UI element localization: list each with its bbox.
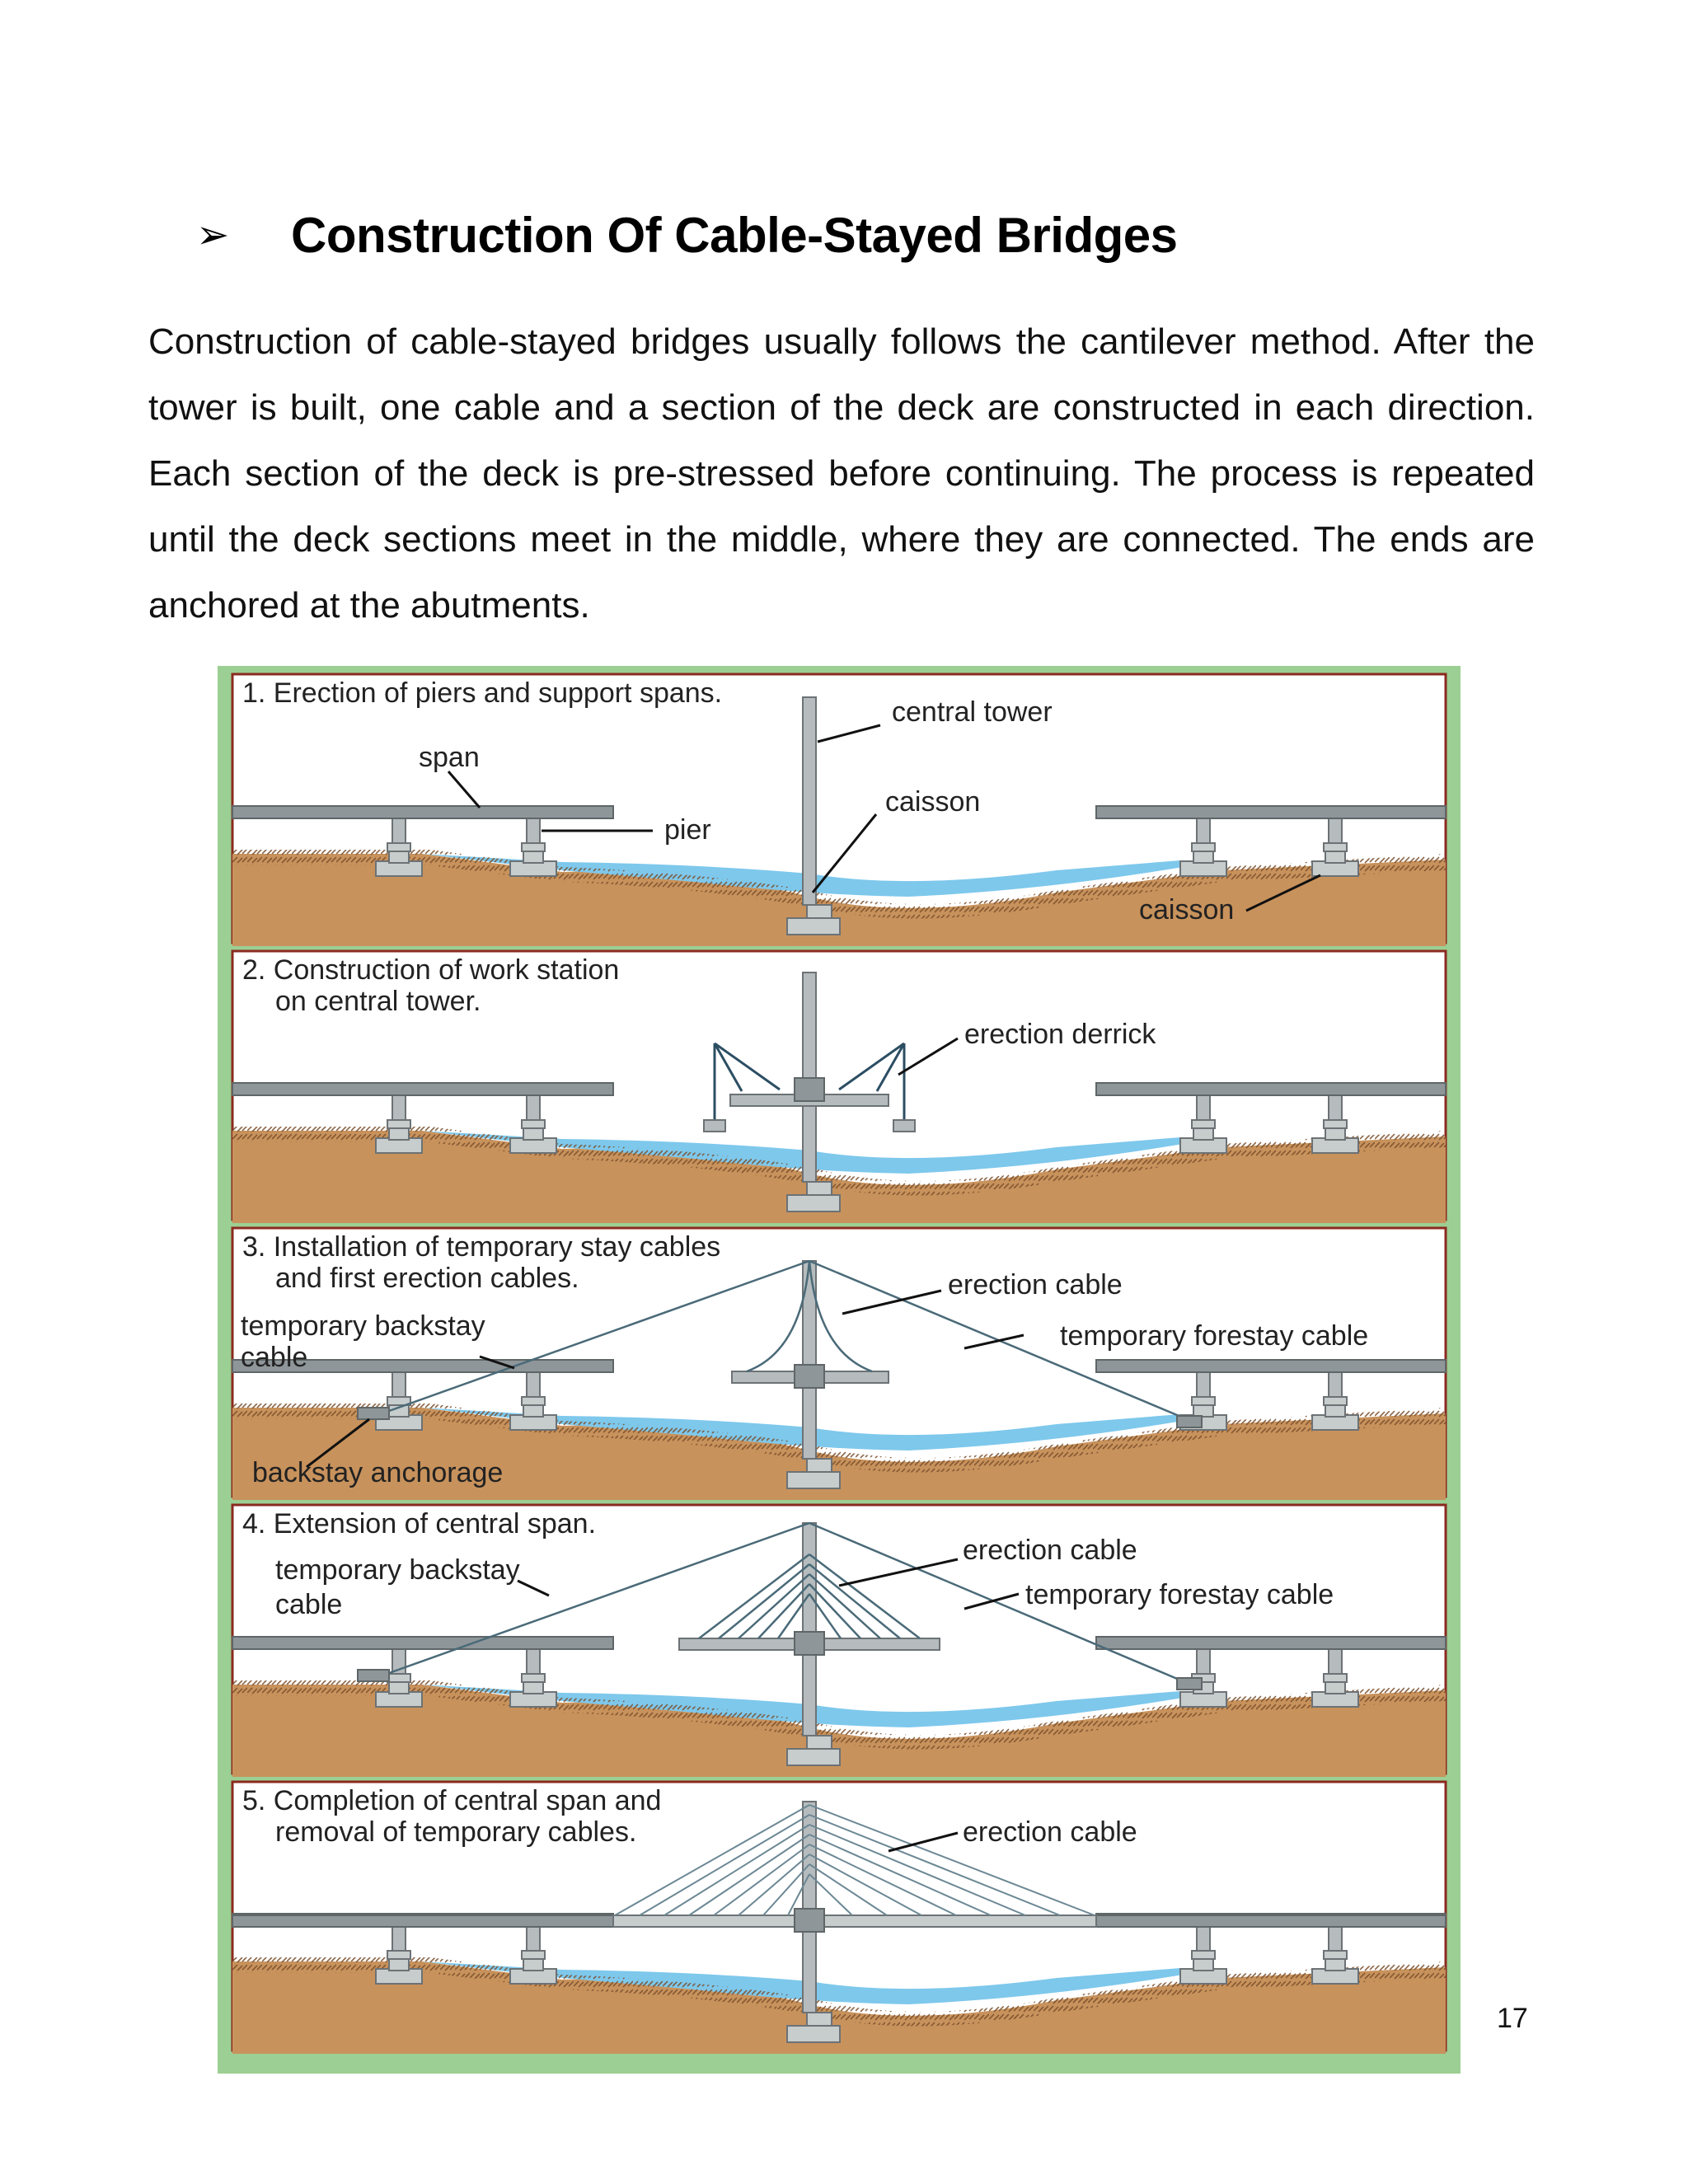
panel-5 <box>232 1782 1446 2054</box>
panel-4 <box>232 1505 1446 1777</box>
panel-5-caption-line-1: 5. Completion of central span and <box>242 1785 662 1816</box>
label-temporary-backstay-4b: cable <box>275 1589 343 1620</box>
label-caisson-2: caisson <box>1139 894 1235 926</box>
label-pier: pier <box>664 814 711 846</box>
label-span: span <box>419 742 480 773</box>
label-backstay-anchorage: backstay anchorage <box>252 1457 504 1488</box>
arrow-bullet-icon: ➢ <box>196 212 230 258</box>
panel-3-caption-line-2: and first erection cables. <box>275 1263 579 1294</box>
panel-5-caption-line-2: removal of temporary cables. <box>275 1816 637 1848</box>
label-temporary-backstay-3b: cable <box>241 1342 308 1373</box>
bridge-construction-figure <box>218 666 1461 2074</box>
section-heading <box>196 198 1177 272</box>
page-number: 17 <box>1497 2003 1528 2034</box>
label-erection-cable-3: erection cable <box>948 1269 1123 1301</box>
panel-2 <box>232 951 1446 1223</box>
panel-1-caption: 1. Erection of piers and support spans. <box>242 677 723 709</box>
panel-4-caption: 4. Extension of central span. <box>242 1508 597 1540</box>
label-temporary-forestay-3: temporary forestay cable <box>1060 1320 1369 1352</box>
label-temporary-backstay-4a: temporary backstay <box>275 1554 520 1586</box>
panel-2-caption-line-1: 2. Construction of work station <box>242 954 620 986</box>
label-temporary-backstay-3a: temporary backstay <box>241 1310 485 1342</box>
label-erection-cable-5: erection cable <box>963 1816 1137 1848</box>
label-temporary-forestay-4: temporary forestay cable <box>1025 1579 1334 1610</box>
panel-2-caption-line-2: on central tower. <box>275 986 481 1017</box>
panel-3-caption-line-1: 3. Installation of temporary stay cables <box>242 1231 721 1263</box>
label-erection-cable-4: erection cable <box>963 1535 1137 1566</box>
panel-1 <box>232 674 1446 946</box>
label-central-tower: central tower <box>892 696 1053 728</box>
section-title: Construction Of Cable-Stayed Bridges <box>291 207 1178 263</box>
panel-3 <box>232 1228 1446 1500</box>
label-erection-derrick: erection derrick <box>964 1019 1156 1050</box>
label-caisson-1: caisson <box>885 786 981 818</box>
body-paragraph: Construction of cable-stayed bridges usually follows the cantilever method. After the tower is built, one cable and a section of the deck are constructed in each direction. Each section of the deck is pre-stressed before continuing. The process is repeated until the deck sections meet in the middle, where they are connected. The ends are anchored at the abutments. <box>148 321 1535 626</box>
